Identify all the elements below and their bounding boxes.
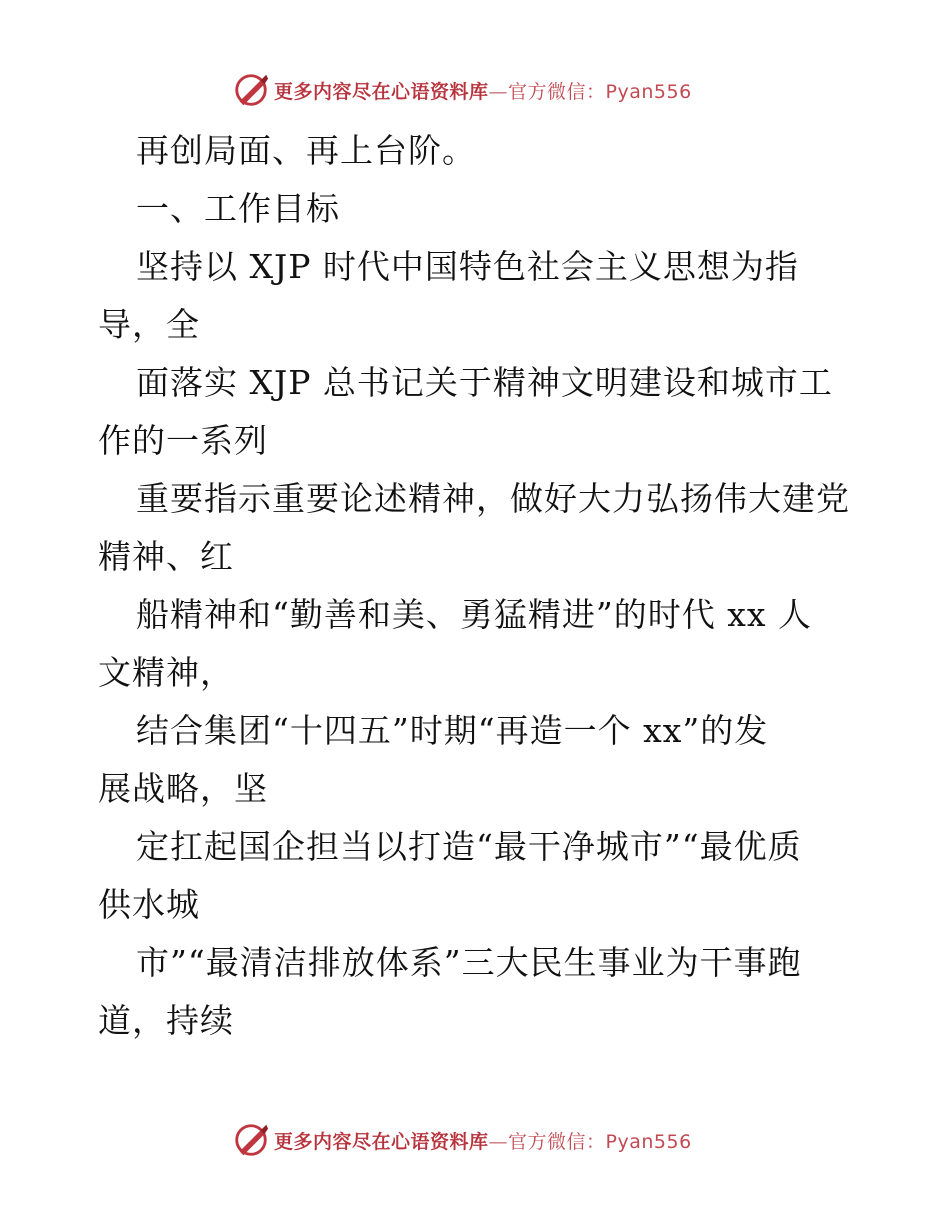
pen-logo-icon (232, 1121, 270, 1159)
banner-dash: — (488, 80, 509, 103)
text-line: 面落实 XJP 总书记关于精神文明建设和城市工 (136, 363, 833, 402)
banner-main-text: 更多内容尽在心语资料库 (274, 1130, 489, 1153)
text-line: 重要指示重要论述精神，做好大力弘扬伟大建党 (136, 479, 850, 518)
text-line: 市”“最清洁排放体系”三大民生事业为干事跑 (136, 943, 802, 982)
banner-suffix-text: 官方微信： (508, 1130, 606, 1153)
banner-wechat-id: Pyan556 (605, 80, 692, 103)
banner-dash: — (488, 1130, 509, 1153)
text-line: 再创局面、再上台阶。 (136, 131, 476, 170)
banner-text (274, 1127, 692, 1154)
document-body (98, 122, 858, 1050)
text-line: 导，全 (98, 305, 200, 344)
text-line: 结合集团“十四五”时期“再造一个 xx”的发 (136, 711, 769, 750)
text-line: 展战略，坚 (98, 769, 268, 808)
text-line: 作的一系列 (98, 421, 268, 460)
header-watermark-banner (232, 70, 712, 110)
text-line: 坚持以 XJP 时代中国特色社会主义思想为指 (136, 247, 799, 286)
footer-watermark-banner (232, 1120, 712, 1160)
text-line: 船精神和“勤善和美、勇猛精进”的时代 xx 人 (136, 595, 812, 634)
text-line: 供水城 (98, 885, 200, 924)
pen-logo-icon (232, 71, 270, 109)
text-line: 文精神， (98, 653, 234, 692)
text-line: 精神、红 (98, 537, 234, 576)
banner-text (274, 77, 692, 104)
banner-wechat-id: Pyan556 (605, 1130, 692, 1153)
banner-main-text: 更多内容尽在心语资料库 (274, 80, 489, 103)
text-line: 道，持续 (98, 1001, 234, 1040)
text-line: 定扛起国企担当以打造“最干净城市”“最优质 (136, 827, 802, 866)
banner-suffix-text: 官方微信： (508, 80, 606, 103)
section-heading: 一、工作目标 (136, 189, 340, 228)
